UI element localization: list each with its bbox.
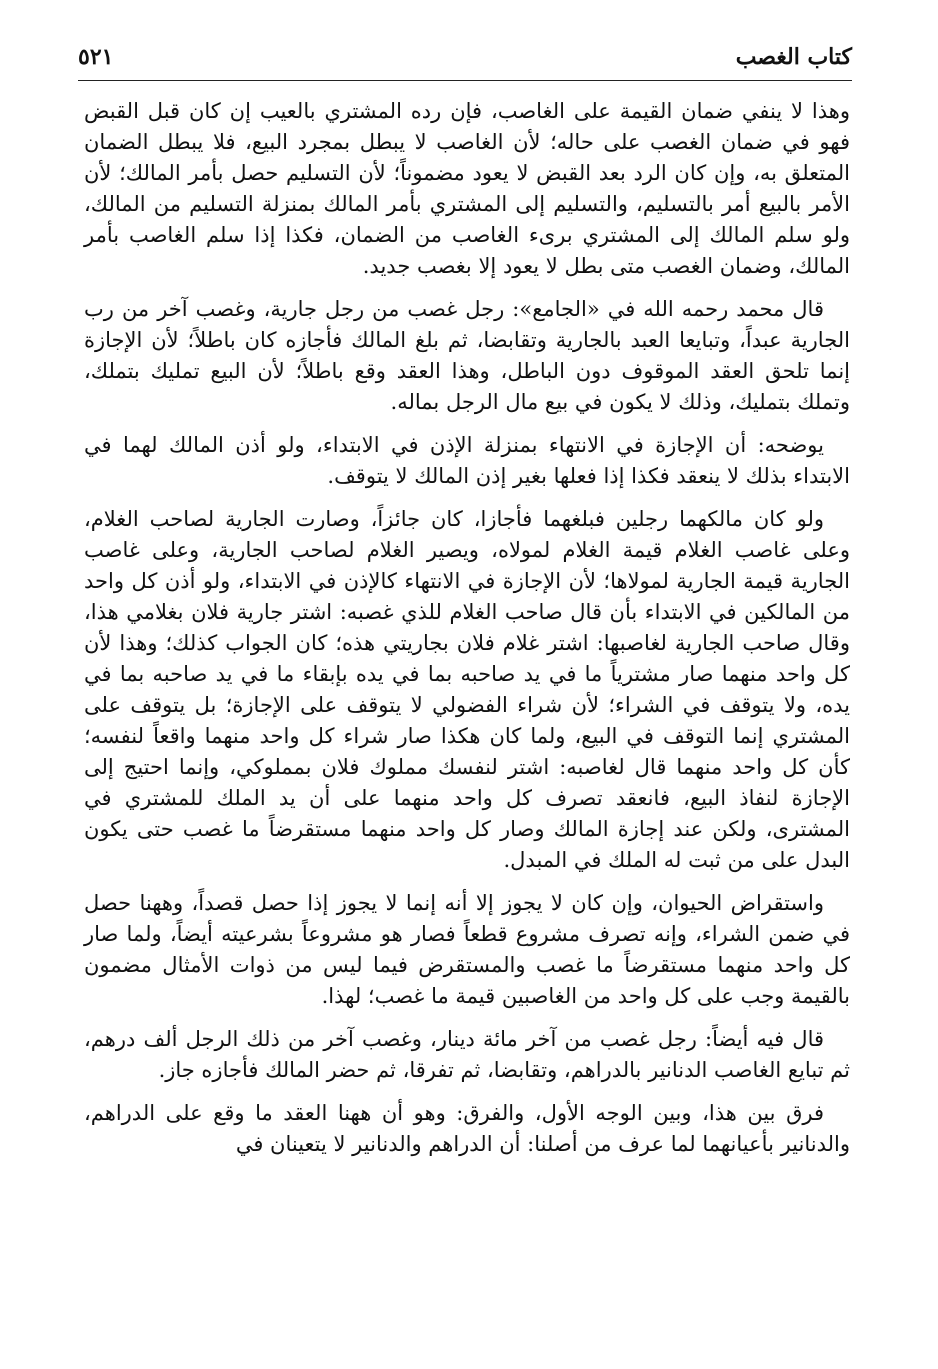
paragraph: قال فيه أيضاً: رجل غصب من آخر مائة دينار، وغصب آخر من ذلك الرجل ألف درهم، ثم تبايع الغاصب الدنانير بالدراهم، وتقابضا، ثم تفرقا، ثم حضر المالك فأجازه جاز. [84,1027,850,1082]
paragraph: فرق بين هذا، وبين الوجه الأول، والفرق: وهو أن ههنا العقد ما وقع على الدراهم، والدنانير بأعيانهما لما عرف من أصلنا: أن الدراهم والدنانير لا يتعينان في [84,1101,850,1156]
page-header [78,38,852,78]
paragraph: يوضحه: أن الإجازة في الانتهاء بمنزلة الإذن في الابتداء، ولو أذن المالك لهما في الابتداء بذلك لا ينعقد فكذا إذا فعلها بغير إذن المالك لا يتوقف. [84,433,850,488]
book-title: كتاب الغصب [735,44,852,70]
paragraph: قال محمد رحمه الله في «الجامع»: رجل غصب من رجل جارية، وغصب آخر من رب الجارية عبداً، وتبايعا العبد بالجارية وتقابضا، ثم بلغ المالك فأجازه كان باطلاً؛ لأن الإجازة إنما تلحق العقد الموقوف دون الباطل، وهذا العقد وقع باطلاً؛ لأن البيع تمليك بتملك، وتملك بتمليك، وذلك لا يكون في بيع مال الرجل بماله. [84,297,850,414]
paragraph: وهذا لا ينفي ضمان القيمة على الغاصب، فإن رده المشتري بالعيب إن كان قبل القبض فهو في ضمان الغصب على حاله؛ لأن الغاصب لا يبطل بمجرد البيع، فلا يبطل الضمان المتعلق به، وإن كان الرد بعد القبض لا يعود مضموناً؛ لأن التسليم حصل بأمر المالك؛ لأن الأمر بالبيع أمر بالتسليم، والتسليم إلى المشتري بأمر المالك بمنزلة التسليم من المالك، ولو سلم المالك إلى المشتري برىء الغاصب من الضمان، فكذا إذا سلم الغاصب بأمر المالك، وضمان الغصب متى بطل لا يعود إلا بغصب جديد. [84,99,851,278]
header-divider [78,80,852,81]
body-text [84,96,850,1172]
paragraph: ولو كان مالكهما رجلين فبلغهما فأجازا، كان جائزاً، وصارت الجارية لصاحب الغلام، وعلى غاصب الغلام قيمة الغلام لمولاه، ويصير الغلام لصاحب الجارية، وعلى غاصب الجارية قيمة الجارية لمولاها؛ لأن الإجازة في الانتهاء كالإذن في الابتداء، ولو أذن كل واحد من المالكين في الابتداء بأن قال صاحب الغلام للذي غصبه: اشتر جارية فلان بغلامي هذا، وقال صاحب الجارية لغاصبها: اشتر غلام فلان بجاريتي هذه؛ كان الجواب كذلك؛ وهذا لأن كل واحد منهما صار مشترياً ما في يد صاحبه بما في يده بإبقاء ما في يد صاحبه بما في يده، ولا يتوقف في الشراء؛ لأن شراء الفضولي لا يتوقف على الإجازة؛ بل يتوقف على المشتري إنما التوقف في البيع، ولما كان هكذا صار شراء كل واحد منهما واقعاً لنفسه؛ كأن كل واحد منهما قال لغاصبه: اشتر لنفسك مملوك فلان بمملوكي، وإنما احتيج إلى الإجازة لنفاذ البيع، فانعقد تصرف كل واحد منهما على أن يد الملك للمشتري في المشترى، ولكن عند إجازة المالك وصار كل واحد منهما مستقرضاً ما غصب حتى يكون البدل على من ثبت له الملك في المبدل. [84,507,850,872]
paragraph: واستقراض الحيوان، وإن كان لا يجوز إلا أنه إنما لا يجوز إذا حصل قصداً، وههنا حصل في ضمن الشراء، وإنه تصرف مشروع قطعاً فصار هو مشروعاً بشرعيته أيضاً، ولما صار كل واحد منهما مستقرضاً ما غصب والمستقرض فيما ليس من ذوات الأمثال مضمون بالقيمة وجب على كل واحد من الغاصبين قيمة ما غصب؛ لهذا. [84,891,850,1008]
page-number: ٥٢١ [78,44,114,70]
